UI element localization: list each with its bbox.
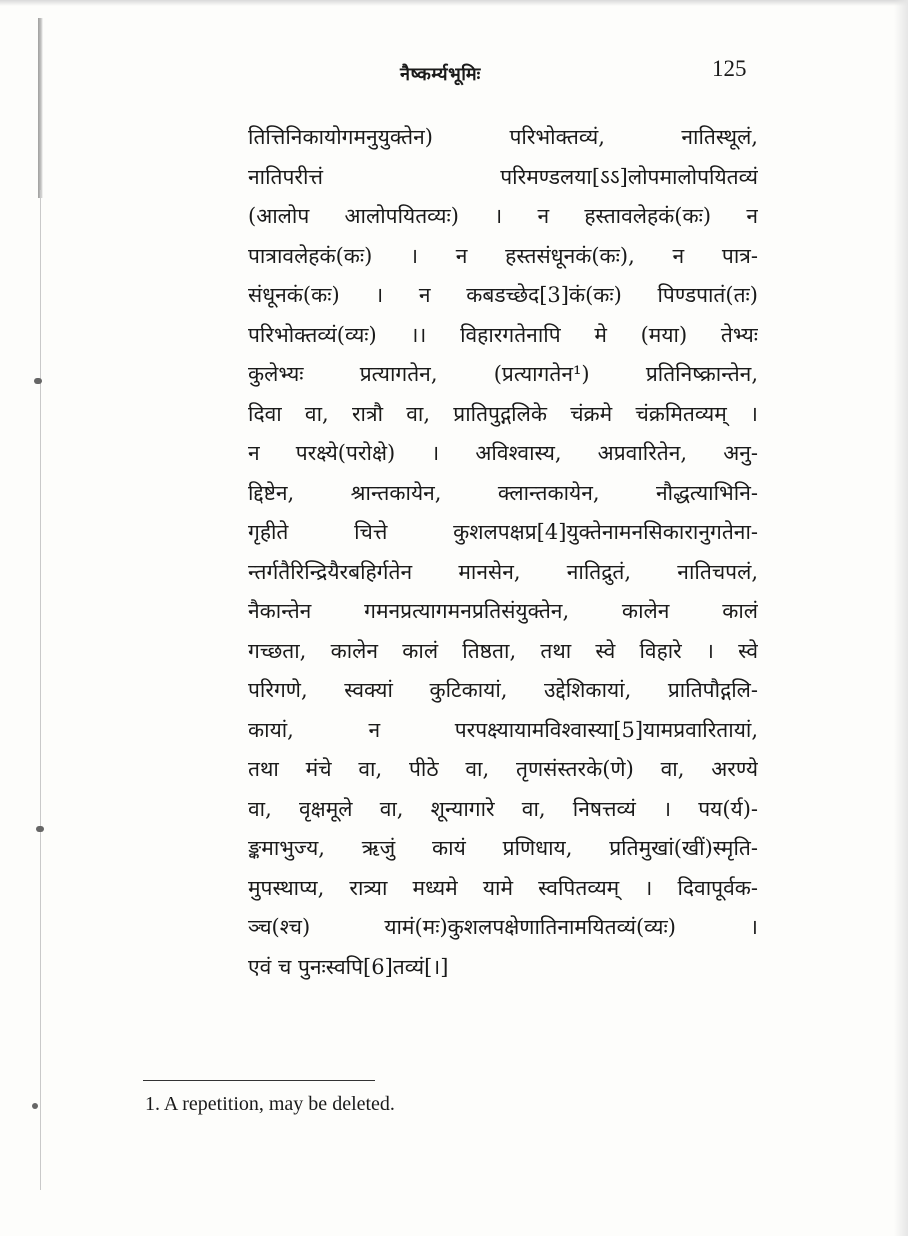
text-line: नैकान्तेन गमनप्रत्यागमनप्रतिसंयुक्तेन, कालेन कालं (248, 599, 758, 623)
footnote-rule (143, 1080, 375, 1081)
scan-mark (34, 378, 42, 384)
text-line: पात्रावलेहकं(कः) । न हस्तसंधूनकं(कः), न पात्र- (248, 243, 758, 268)
text-line: कायां, न परपक्ष्यायामविश्वास्या[5]यामप्रवारितायां, (248, 717, 758, 742)
binding-line (40, 190, 41, 1190)
text-line: ञ्च(श्च) यामं(मः)कुशलपक्षेणातिनामयितव्यं(व्यः) । (248, 915, 758, 939)
text-line: कुलेभ्यः प्रत्यागतेन, (प्रत्यागतेन¹) प्रतिनिष्क्रान्तेन, (248, 362, 758, 386)
text-line: द्दिष्टेन, श्रान्तकायेन, क्लान्तकायेन, नौद्धत्याभिनि- (248, 480, 758, 505)
text-line: संधूनकं(कः) । न कबडच्छेद[3]कं(कः) पिण्डपातं(तः) (248, 283, 758, 307)
text-line: तथा मंचे वा, पीठे वा, तृणसंस्तरके(णे) वा, अरण्ये (248, 757, 758, 781)
text-line: वा, वृक्षमूले वा, शून्यागारे वा, निषत्तव्यं । पय(र्य)- (248, 796, 758, 821)
running-title: नैष्कर्म्यभूमिः (400, 64, 481, 85)
scan-mark (36, 826, 44, 832)
text-line: (आलोप आलोपयितव्यः) । न हस्तावलेहकं(कः) न (248, 204, 758, 228)
text-line: न्तर्गतैरिन्द्रियैरबहिर्गतेन मानसेन, नातिद्रुतं, नातिचपलं, (248, 559, 758, 584)
text-line: न परक्ष्ये(परोक्षे) । अविश्वास्य, अप्रवारितेन, अनु- (248, 441, 758, 465)
text-line: तित्तिनिकायोगमनुयुक्तेन) परिभोक्तव्यं, नातिस्थूलं, (248, 125, 758, 149)
scan-right-edge (894, 0, 908, 1236)
text-line: मुपस्थाप्य, रात्र्या मध्यमे यामे स्वपितव्यम् । दिवापूर्वक- (248, 875, 758, 900)
text-line: परिभोक्तव्यं(व्यः) ।। विहारगतेनापि मे (मया) तेभ्यः (248, 322, 758, 347)
text-line: गच्छता, कालेन कालं तिष्ठता, तथा स्वे विहारे । स्वे (248, 638, 758, 663)
text-line: ङ्कमाभुज्य, ऋजुं कायं प्रणिधाय, प्रतिमुखां(खीं)स्मृति- (248, 836, 758, 860)
body-text (248, 118, 758, 987)
scan-mark (32, 1103, 38, 1109)
footnote: 1. A repetition, may be deleted. (145, 1093, 395, 1115)
text-line: नातिपरीत्तं परिमण्डलया[ऽऽ]लोपमालोपयितव्यं (248, 164, 758, 189)
binding-shadow (38, 18, 43, 198)
text-line: एवं च पुनःस्वपि[6]तव्यं[।] (248, 954, 449, 979)
page-number: 125 (712, 56, 747, 81)
text-line: परिगणे, स्वक्यां कुटिकायां, उद्देशिकायां, प्रातिपौद्गलि- (248, 678, 758, 702)
text-line: दिवा वा, रात्रौ वा, प्रातिपुद्गलिके चंक्रमे चंक्रमितव्यम् । (248, 401, 758, 426)
text-line: गृहीते चित्ते कुशलपक्षप्र[4]युक्तेनामनसिकारानुगतेना- (248, 520, 758, 544)
scan-top-edge (0, 0, 908, 6)
